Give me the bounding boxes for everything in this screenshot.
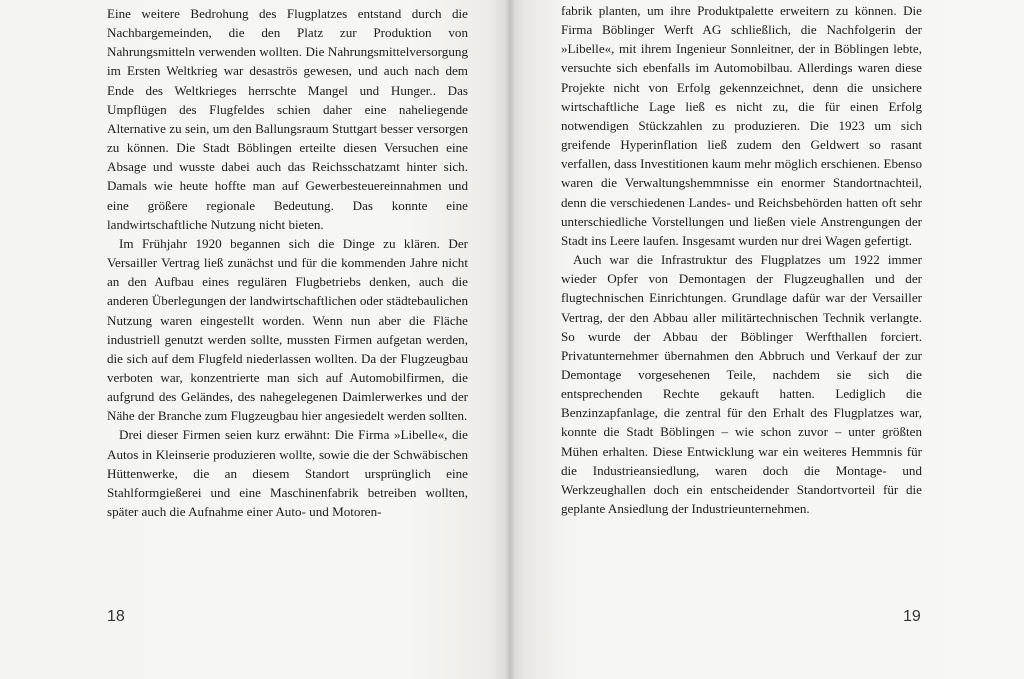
right-page-text: [561, 1, 922, 518]
paragraph: Eine weitere Bedrohung des Flugplatzes entstand durch die Nachbargemeinden, die den Platz zur Produktion von Nahrungsmitteln verwenden wollten. Die Nahrungsmittelversorgung im Ersten Weltkrieg war desaströs gewesen, und auch nach dem Ende des Weltkrieges herrschte Mangel und Hunger.. Das Umpflügen des Flugfeldes schien daher eine naheliegende Alternative zu sein, um den Ballungsraum Stuttgart besser versorgen zu können. Die Stadt Böblingen erteilte diesen Versuchen eine Absage und wusste dabei auch das Reichsschatzamt hinter sich. Damals wie heute hoffte man auf Gewerbesteuereinnahmen und eine größere regionale Bedeutung. Das konnte eine landwirtschaftliche Nutzung nicht bieten.: [107, 6, 468, 232]
left-page-text: [107, 4, 468, 521]
book-gutter-shadow: [505, 0, 515, 679]
page-number: 18: [107, 608, 125, 625]
page-number: 19: [903, 608, 921, 625]
paragraph: fabrik planten, um ihre Produktpalette erweitern zu können. Die Firma Böblinger Werft AG schließlich, die Nachfolgerin der »Libelle«, mit ihrem Ingenieur Sonnleitner, der in Böblingen lebte, versuchte sich ebenfalls im Automobilbau. Allerdings waren diese Projekte nicht von Erfolg gekennzeichnet, denn die unsichere wirtschaftliche Lage ließ es nicht zu, die für einen Erfolg notwendigen Stückzahlen zu produzieren. Die 1923 um sich greifende Hyperinflation ließ zudem den Geldwert so rasant verfallen, dass Investitionen kaum mehr möglich erschienen. Ebenso waren die Verwaltungshemmnisse ein enormer Standortnachteil, denn die verschiedenen Landes- und Reichsbehörden hatten oft sehr unterschiedliche Vorstellungen und ließen viele Anstrengungen der Stadt ins Leere laufen. Insgesamt wurden nur drei Wagen gefertigt.: [561, 3, 922, 248]
paragraph: Drei dieser Firmen seien kurz erwähnt: Die Firma »Libelle«, die Autos in Kleinserie produzieren wollte, sowie die der Schwäbischen Hüttenwerke, die an diesem Standort ursprünglich eine Stahlformgießerei und eine Maschinenfabrik betreiben wollten, später auch die Aufnahme einer Auto- und Motoren-: [107, 427, 468, 520]
right-page: [510, 0, 1024, 679]
paragraph: Auch war die Infrastruktur des Flugplatzes um 1922 immer wieder Opfer von Demontagen der Flugzeughallen und der flugtechnischen Einrichtungen. Grundlage dafür war der Versailler Vertrag, der den Abbau aller militärtechnischen Technik verlangte. So wurde der Abbau der Böblinger Werfthallen forciert. Privatunternehmer übernahmen den Abbruch und Verkauf der zur Demontage vorgesehenen Teile, nachdem sie sich die entsprechenden Rechte gekauft hatten. Lediglich die Benzinzapfanlage, die zentral für den Erhalt des Flugplatzes war, konnte die Stadt Böblingen – wie schon zuvor – unter größten Mühen erhalten. Diese Entwicklung war ein weiteres Hemmnis für die Industrieansiedlung, waren doch die Montage- und Werkzeughallen doch ein entscheidender Standortvorteil für die geplante Ansiedlung der Industrieunternehmen.: [561, 252, 922, 517]
left-page: [0, 0, 510, 679]
paragraph: Im Frühjahr 1920 begannen sich die Dinge zu klären. Der Versailler Vertrag ließ zunächst und für die kommenden Jahre nicht an den Aufbau eines regulären Flugbetriebs denken, auch die anderen Überlegungen der landwirtschaftlichen oder städtebaulichen Nutzung waren eingestellt worden. Wenn nun aber die Fläche industriell genutzt werden sollte, mussten Firmen aufgetan werden, die sich auf dem Flugfeld niederlassen wollten. Da der Flugzeugbau verboten war, konzentrierte man sich auf Automobilfirmen, die aufgrund des Geländes, des nahegelegenen Daimlerwerkes und der Nähe der Branche zum Flugzeugbau hier angesiedelt werden sollten.: [107, 235, 468, 424]
